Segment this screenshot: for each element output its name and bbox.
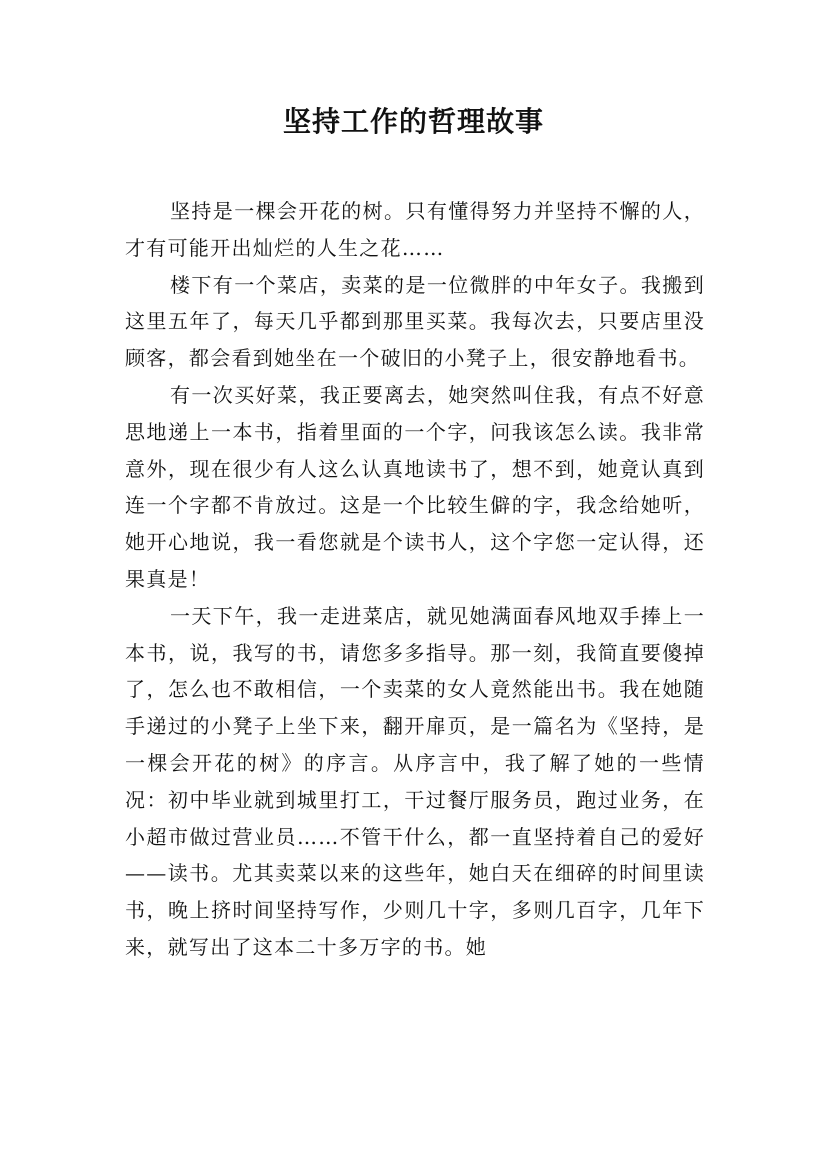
paragraph-1: 坚持是一棵会开花的树。只有懂得努力并坚持不懈的人，才有可能开出灿烂的人生之花…… bbox=[125, 199, 705, 260]
paragraph-2: 楼下有一个菜店，卖菜的是一位微胖的中年女子。我搬到这里五年了，每天几乎都到那里买菜。我每次去，只要店里没顾客，都会看到她坐在一个破旧的小凳子上，很安静地看书。 bbox=[125, 272, 705, 371]
document-body bbox=[125, 193, 705, 966]
paragraph-4: 一天下午，我一走进菜店，就见她满面春风地双手捧上一本书，说，我写的书，请您多多指导。那一刻，我简直要傻掉了，怎么也不敢相信，一个卖菜的女人竟然能出书。我在她随手递过的小凳子上坐下来，翻开扉页，是一篇名为《坚持，是一棵会开花的树》的序言。从序言中，我了解了她的一些情况：初中毕业就到城里打工，干过餐厅服务员，跑过业务，在小超市做过营业员……不管干什么，都一直坚持着自己的爱好——读书。尤其卖菜以来的这些年，她白天在细碎的时间里读书，晚上挤时间坚持写作，少则几十字，多则几百字，几年下来，就写出了这本二十多万字的书。她 bbox=[125, 603, 705, 959]
paragraph-3: 有一次买好菜，我正要离去，她突然叫住我，有点不好意思地递上一本书，指着里面的一个字，问我该怎么读。我非常意外，现在很少有人这么认真地读书了，想不到，她竟认真到连一个字都不肯放过。这是一个比较生僻的字，我念给她听，她开心地说，我一看您就是个读书人，这个字您一定认得，还果真是！ bbox=[125, 382, 705, 591]
document-title: 坚持工作的哲理故事 bbox=[282, 105, 544, 138]
